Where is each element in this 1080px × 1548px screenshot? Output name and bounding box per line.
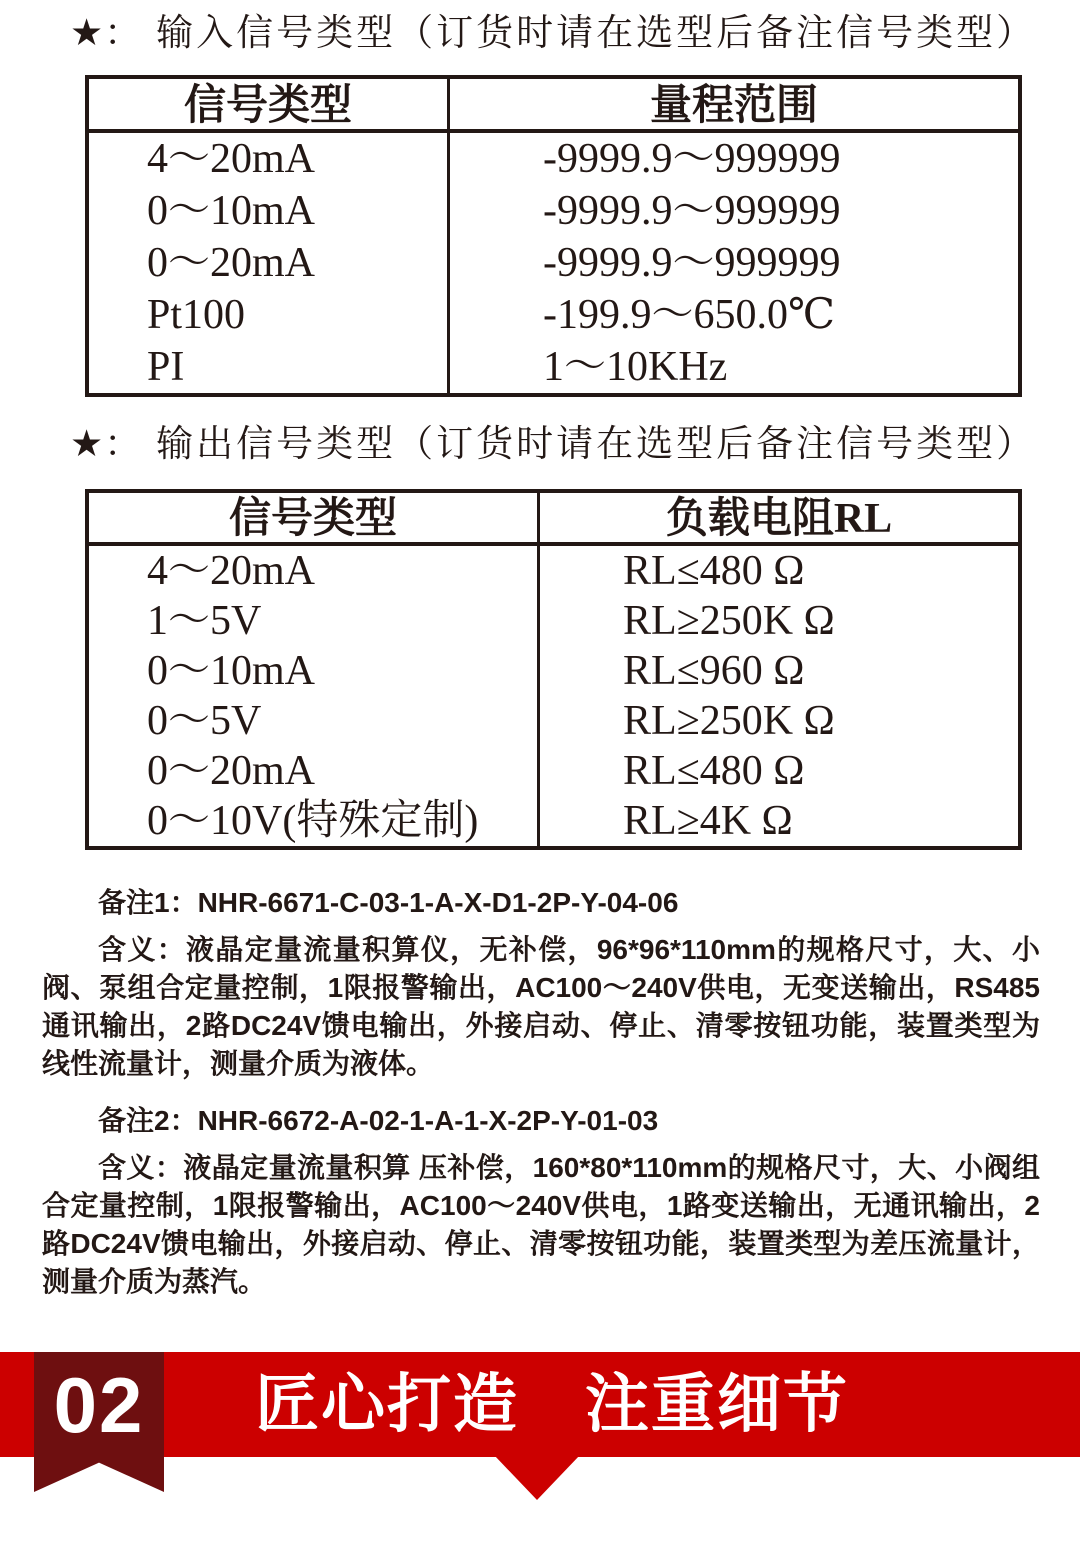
- table-cell-load: RL≤480 Ω: [623, 548, 805, 594]
- table-cell-signal-type: 4～20mA: [89, 546, 540, 596]
- table-cell-range: 1～10KHz: [543, 344, 728, 390]
- table-cell-range: -9999.9～999999: [543, 240, 841, 286]
- table-cell-signal-type: 1～5V: [89, 596, 540, 646]
- remark1-meaning: 含义：液晶定量流量积算仪，无补偿，96*96*110mm的规格尺寸，大、小阀、泵组合定量控制，1限报警输出，AC100～240V供电，无变送输出，RS485通讯输出，2路DC24V馈电输出，外接启动、停止、清零按钮功能，装置类型为线性流量计，测量介质为液体。: [42, 934, 1040, 1079]
- table-cell-signal-type: 0～5V: [89, 696, 540, 746]
- star-icon: ★：: [70, 424, 143, 465]
- input-signal-table: [85, 75, 1022, 397]
- remark1-model-code: 备注1：NHR-6671-C-03-1-A-X-D1-2P-Y-04-06: [98, 887, 679, 918]
- banner-pointer: [494, 1455, 580, 1500]
- star-icon: ★：: [70, 13, 143, 54]
- table-cell-range: -199.9～650.0℃: [543, 292, 835, 338]
- table-cell-load: RL≤480 Ω: [623, 748, 805, 794]
- column-header: 信号类型: [89, 493, 540, 546]
- output-section-title: [70, 424, 1036, 466]
- column-header: 量程范围: [450, 79, 1018, 133]
- table-cell-signal-type: PI: [89, 341, 450, 393]
- output-signal-table: [85, 489, 1022, 850]
- table-cell-signal-type: 0～10V(特殊定制): [89, 796, 540, 846]
- column-header: 信号类型: [89, 79, 450, 133]
- table-cell-range: -9999.9～999999: [543, 188, 841, 234]
- input-section-title-text: 输入信号类型（订货时请在选型后备注信号类型）: [156, 13, 1037, 54]
- remark2-meaning: 含义：液晶定量流量积算 压补偿，160*80*110mm的规格尺寸，大、小阀组合定量控制，1限报警输出，AC100～240V供电，1路变送输出，无通讯输出，2路DC24V馈电输出，外接启动、停止、清零按钮功能，装置类型为差压流量计，测量介质为蒸汽。: [42, 1152, 1040, 1297]
- table-cell-load: RL≥250K Ω: [623, 598, 835, 644]
- output-section-title-text: 输出信号类型（订货时请在选型后备注信号类型）: [156, 424, 1037, 465]
- table-cell-signal-type: 0～10mA: [89, 646, 540, 696]
- chapter-number: 02: [53, 1361, 145, 1449]
- table-cell-signal-type: 0～10mA: [89, 185, 450, 237]
- table-cell-load: RL≥250K Ω: [623, 698, 835, 744]
- table-cell-signal-type: 0～20mA: [89, 237, 450, 289]
- table-cell-signal-type: Pt100: [89, 289, 450, 341]
- remark2-model-code: 备注2：NHR-6672-A-02-1-A-1-X-2P-Y-01-03: [98, 1105, 659, 1136]
- remarks-block: [42, 884, 1040, 1320]
- input-section-title: [70, 13, 1036, 55]
- banner-title: 匠心打造 注重细节: [255, 1368, 849, 1440]
- table-cell-load: RL≥4K Ω: [623, 798, 793, 844]
- table-cell-range: -9999.9～999999: [543, 136, 841, 182]
- column-header: 负载电阻RL: [540, 493, 1018, 546]
- table-cell-signal-type: 4～20mA: [89, 133, 450, 185]
- table-cell-load: RL≤960 Ω: [623, 648, 805, 694]
- table-cell-signal-type: 0～20mA: [89, 746, 540, 796]
